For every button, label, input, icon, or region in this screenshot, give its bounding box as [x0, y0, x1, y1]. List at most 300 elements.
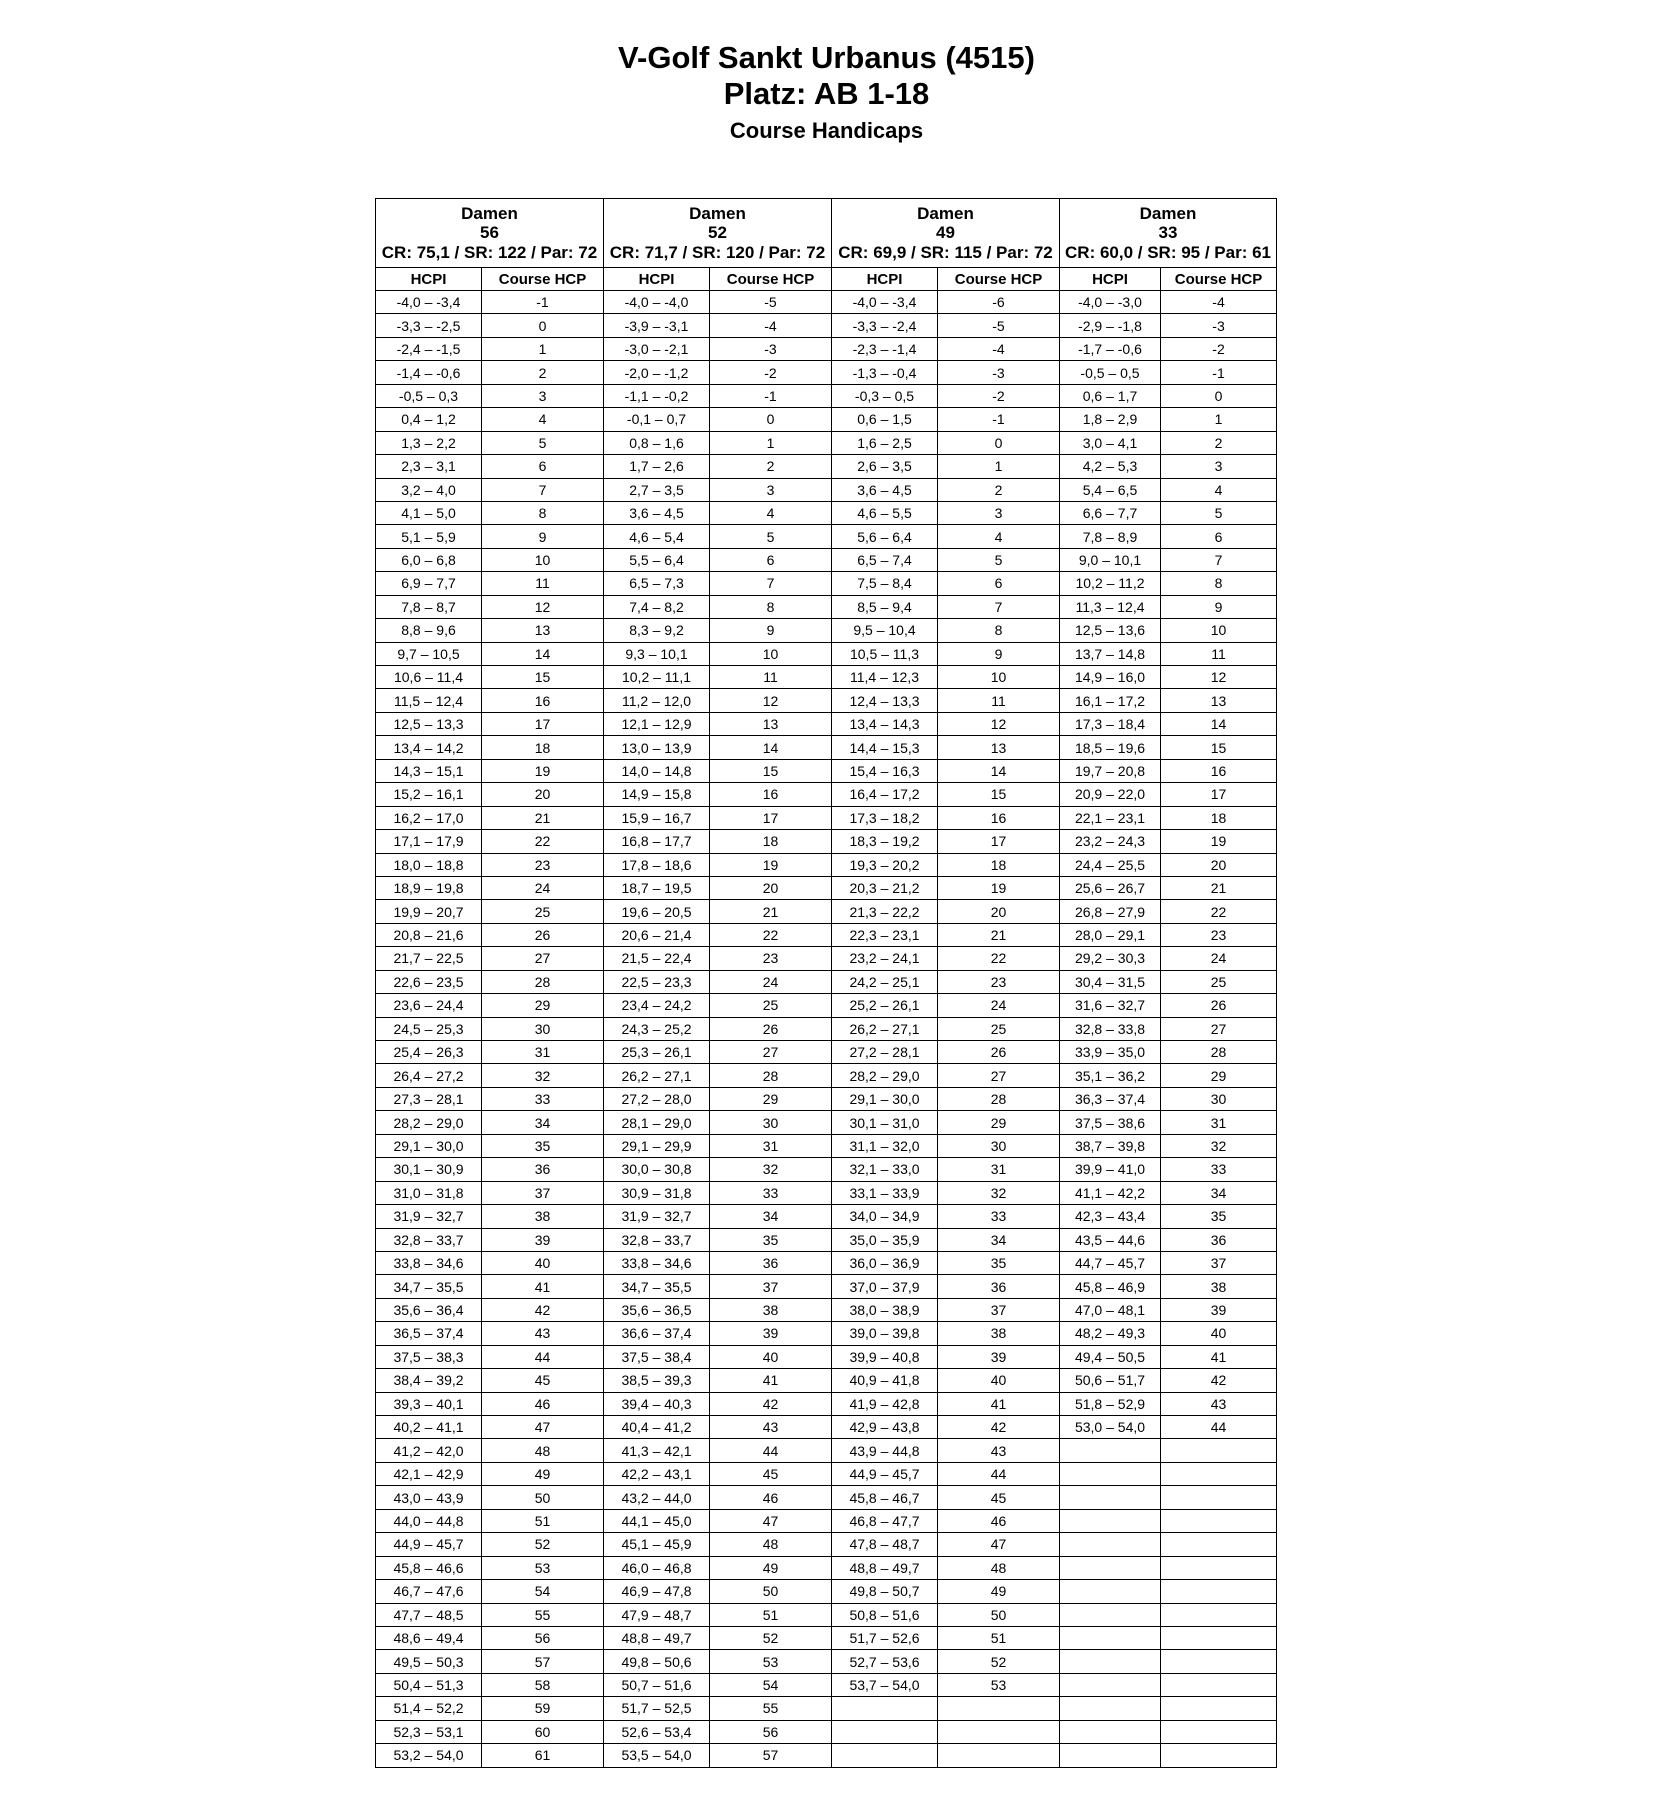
course-hcp-cell: 17 [482, 712, 604, 735]
course-hcp-cell: 32 [710, 1158, 832, 1181]
hcpi-range-cell: 45,1 – 45,9 [604, 1533, 710, 1556]
course-hcp-cell: 54 [482, 1580, 604, 1603]
course-hcp-cell: 2 [482, 361, 604, 384]
hcpi-range-cell: 31,9 – 32,7 [376, 1205, 482, 1228]
hcpi-range-cell: 9,7 – 10,5 [376, 642, 482, 665]
course-hcp-cell: 12 [482, 595, 604, 618]
course-hcp-cell: 40 [1161, 1322, 1277, 1345]
course-hcp-cell: 13 [710, 712, 832, 735]
course-hcp-cell: 42 [482, 1298, 604, 1321]
hcpi-range-cell: 12,4 – 13,3 [832, 689, 938, 712]
course-hcp-cell: 12 [938, 712, 1060, 735]
course-hcp-cell: 36 [710, 1251, 832, 1274]
course-hcp-cell: 17 [710, 806, 832, 829]
course-hcp-cell: 34 [1161, 1181, 1277, 1204]
course-hcp-cell: -1 [1161, 361, 1277, 384]
course-hcp-cell: 38 [482, 1205, 604, 1228]
hcpi-range-cell: 20,3 – 21,2 [832, 876, 938, 899]
course-hcp-cell: 46 [482, 1392, 604, 1415]
hcpi-range-cell [1060, 1720, 1161, 1743]
course-hcp-cell: 19 [938, 876, 1060, 899]
course-hcp-cell: 22 [938, 947, 1060, 970]
group-ratings: CR: 69,9 / SR: 115 / Par: 72 [838, 242, 1053, 262]
hcpi-range-cell: -2,3 – -1,4 [832, 337, 938, 360]
course-hcp-cell [1161, 1556, 1277, 1579]
course-hcp-cell: 26 [482, 923, 604, 946]
course-hcp-cell: 37 [482, 1181, 604, 1204]
course-hcp-cell: 25 [482, 900, 604, 923]
hcpi-range-cell: 3,0 – 4,1 [1060, 431, 1161, 454]
course-hcp-cell: 38 [938, 1322, 1060, 1345]
course-hcp-cell [1161, 1486, 1277, 1509]
course-hcp-cell: -2 [710, 361, 832, 384]
hcpi-range-cell: 39,3 – 40,1 [376, 1392, 482, 1415]
course-hcp-cell: 38 [710, 1298, 832, 1321]
hcpi-range-cell: 18,0 – 18,8 [376, 853, 482, 876]
course-hcp-cell: 33 [938, 1205, 1060, 1228]
course-hcp-cell: 50 [938, 1603, 1060, 1626]
hcpi-range-cell [1060, 1580, 1161, 1603]
course-hcp-cell [1161, 1650, 1277, 1673]
hcpi-range-cell: 40,2 – 41,1 [376, 1416, 482, 1439]
course-hcp-cell: 15 [1161, 736, 1277, 759]
hcpi-range-cell: 7,4 – 8,2 [604, 595, 710, 618]
table-row [376, 384, 1277, 407]
hcpi-range-cell: 6,6 – 7,7 [1060, 501, 1161, 524]
hcpi-range-cell: -3,0 – -2,1 [604, 337, 710, 360]
hcpi-range-cell: -1,3 – -0,4 [832, 361, 938, 384]
table-row [376, 1322, 1277, 1345]
course-hcp-cell: 9 [710, 619, 832, 642]
hcpi-range-cell: 17,1 – 17,9 [376, 830, 482, 853]
course-hcp-cell: 6 [482, 455, 604, 478]
course-hcp-cell: 21 [482, 806, 604, 829]
hcpi-range-cell: 27,3 – 28,1 [376, 1087, 482, 1110]
hcpi-range-cell: 49,4 – 50,5 [1060, 1345, 1161, 1368]
hcpi-range-cell: 46,7 – 47,6 [376, 1580, 482, 1603]
course-hcp-cell: 23 [482, 853, 604, 876]
course-hcp-cell: 16 [938, 806, 1060, 829]
hcpi-range-cell: 8,3 – 9,2 [604, 619, 710, 642]
course-hcp-cell: 12 [710, 689, 832, 712]
course-hcp-cell: 10 [938, 666, 1060, 689]
course-hcp-cell: 51 [482, 1509, 604, 1532]
course-hcp-cell: 35 [938, 1251, 1060, 1274]
course-hcp-cell: 30 [938, 1134, 1060, 1157]
hcpi-range-cell [832, 1744, 938, 1767]
course-hcp-cell: 61 [482, 1744, 604, 1767]
hcpi-range-cell: 0,4 – 1,2 [376, 408, 482, 431]
course-hcp-cell: 10 [482, 548, 604, 571]
group-label: Damen [461, 203, 518, 223]
hcpi-range-cell: 28,2 – 29,0 [376, 1111, 482, 1134]
table-row [376, 1626, 1277, 1649]
hcpi-range-cell: 14,9 – 15,8 [604, 783, 710, 806]
hcpi-range-cell: 35,1 – 36,2 [1060, 1064, 1161, 1087]
course-hcp-cell [1161, 1603, 1277, 1626]
course-hcp-cell: 49 [710, 1556, 832, 1579]
hcpi-range-cell: 24,2 – 25,1 [832, 970, 938, 993]
column-header-hcpi: HCPI [604, 268, 710, 291]
hcpi-range-cell: 10,6 – 11,4 [376, 666, 482, 689]
hcpi-range-cell: 9,0 – 10,1 [1060, 548, 1161, 571]
document-header [0, 40, 1653, 146]
hcpi-range-cell: 43,2 – 44,0 [604, 1486, 710, 1509]
hcpi-range-cell: 11,2 – 12,0 [604, 689, 710, 712]
table-row [376, 1017, 1277, 1040]
hcpi-range-cell: 51,7 – 52,6 [832, 1626, 938, 1649]
course-hcp-cell: 31 [482, 1041, 604, 1064]
course-hcp-cell: -3 [1161, 314, 1277, 337]
hcpi-range-cell: 25,2 – 26,1 [832, 994, 938, 1017]
course-hcp-cell: 20 [938, 900, 1060, 923]
course-hcp-cell: 3 [938, 501, 1060, 524]
group-header-row [376, 199, 1277, 268]
course-hcp-cell: 53 [482, 1556, 604, 1579]
course-hcp-cell: 42 [938, 1416, 1060, 1439]
course-hcp-cell: 44 [1161, 1416, 1277, 1439]
course-hcp-cell: 40 [710, 1345, 832, 1368]
hcpi-range-cell: 41,9 – 42,8 [832, 1392, 938, 1415]
table-row [376, 1439, 1277, 1462]
course-hcp-cell: 14 [710, 736, 832, 759]
course-hcp-cell: 38 [1161, 1275, 1277, 1298]
course-hcp-cell: 11 [1161, 642, 1277, 665]
course-hcp-cell: 43 [1161, 1392, 1277, 1415]
course-hcp-cell: -1 [938, 408, 1060, 431]
course-hcp-cell: 3 [482, 384, 604, 407]
course-hcp-cell [1161, 1697, 1277, 1720]
course-hcp-cell: 54 [710, 1673, 832, 1696]
course-hcp-cell: 48 [710, 1533, 832, 1556]
table-row [376, 1111, 1277, 1134]
hcpi-range-cell: 5,4 – 6,5 [1060, 478, 1161, 501]
hcpi-range-cell: 8,5 – 9,4 [832, 595, 938, 618]
hcpi-range-cell: 43,0 – 43,9 [376, 1486, 482, 1509]
table-row [376, 666, 1277, 689]
course-hcp-cell: 15 [938, 783, 1060, 806]
table-row [376, 361, 1277, 384]
hcpi-range-cell: 3,6 – 4,5 [832, 478, 938, 501]
table-row [376, 1087, 1277, 1110]
hcpi-range-cell: 25,6 – 26,7 [1060, 876, 1161, 899]
course-hcp-cell: 25 [938, 1017, 1060, 1040]
course-hcp-cell: 13 [1161, 689, 1277, 712]
course-hcp-cell: 27 [710, 1041, 832, 1064]
course-hcp-cell: 35 [1161, 1205, 1277, 1228]
course-hcp-cell [1161, 1509, 1277, 1532]
course-hcp-cell: 30 [1161, 1087, 1277, 1110]
course-hcp-cell: 53 [938, 1673, 1060, 1696]
course-hcp-cell: 56 [710, 1720, 832, 1743]
hcpi-range-cell: 16,4 – 17,2 [832, 783, 938, 806]
hcpi-range-cell: 53,0 – 54,0 [1060, 1416, 1161, 1439]
hcpi-range-cell: -3,3 – -2,5 [376, 314, 482, 337]
course-hcp-cell: 7 [1161, 548, 1277, 571]
course-hcp-cell: 41 [710, 1369, 832, 1392]
hcpi-range-cell: 36,5 – 37,4 [376, 1322, 482, 1345]
hcpi-range-cell: 36,3 – 37,4 [1060, 1087, 1161, 1110]
course-hcp-cell: 55 [710, 1697, 832, 1720]
hcpi-range-cell: 2,3 – 3,1 [376, 455, 482, 478]
hcpi-range-cell: -0,5 – 0,5 [1060, 361, 1161, 384]
table-row [376, 337, 1277, 360]
course-hcp-cell: 31 [710, 1134, 832, 1157]
hcpi-range-cell: 10,2 – 11,1 [604, 666, 710, 689]
course-hcp-cell: 31 [1161, 1111, 1277, 1134]
hcpi-range-cell: 19,3 – 20,2 [832, 853, 938, 876]
hcpi-range-cell [832, 1697, 938, 1720]
table-row [376, 736, 1277, 759]
course-hcp-cell: 5 [938, 548, 1060, 571]
hcpi-range-cell: 35,6 – 36,5 [604, 1298, 710, 1321]
course-hcp-cell: -3 [938, 361, 1060, 384]
course-hcp-cell: 36 [938, 1275, 1060, 1298]
table-row [376, 1275, 1277, 1298]
course-hcp-cell: 20 [482, 783, 604, 806]
hcpi-range-cell: 44,7 – 45,7 [1060, 1251, 1161, 1274]
table-row [376, 595, 1277, 618]
course-hcp-cell: 58 [482, 1673, 604, 1696]
column-header-course-hcp: Course HCP [1161, 268, 1277, 291]
course-hcp-cell [1161, 1462, 1277, 1485]
course-hcp-cell: 44 [938, 1462, 1060, 1485]
hcpi-range-cell: 41,3 – 42,1 [604, 1439, 710, 1462]
hcpi-range-cell: 8,8 – 9,6 [376, 619, 482, 642]
table-row [376, 431, 1277, 454]
hcpi-range-cell [1060, 1462, 1161, 1485]
hcpi-range-cell: 29,1 – 29,9 [604, 1134, 710, 1157]
course-hcp-cell: 1 [710, 431, 832, 454]
course-hcp-cell: 27 [938, 1064, 1060, 1087]
hcpi-range-cell: 49,8 – 50,6 [604, 1650, 710, 1673]
hcpi-range-cell: 13,4 – 14,3 [832, 712, 938, 735]
hcpi-range-cell: 38,7 – 39,8 [1060, 1134, 1161, 1157]
hcpi-range-cell: 23,2 – 24,1 [832, 947, 938, 970]
table-row [376, 830, 1277, 853]
hcpi-range-cell: 49,5 – 50,3 [376, 1650, 482, 1673]
hcpi-range-cell: 28,0 – 29,1 [1060, 923, 1161, 946]
hcpi-range-cell [832, 1720, 938, 1743]
hcpi-range-cell: 16,1 – 17,2 [1060, 689, 1161, 712]
hcpi-range-cell: 10,5 – 11,3 [832, 642, 938, 665]
hcpi-range-cell [1060, 1533, 1161, 1556]
course-hcp-cell: 0 [1161, 384, 1277, 407]
hcpi-range-cell: 6,0 – 6,8 [376, 548, 482, 571]
hcpi-range-cell: 15,4 – 16,3 [832, 759, 938, 782]
hcpi-range-cell: 14,9 – 16,0 [1060, 666, 1161, 689]
course-hcp-cell: 37 [938, 1298, 1060, 1321]
course-hcp-cell: 35 [710, 1228, 832, 1251]
course-hcp-cell: 37 [1161, 1251, 1277, 1274]
table-row [376, 1345, 1277, 1368]
hcpi-range-cell: 50,4 – 51,3 [376, 1673, 482, 1696]
hcpi-range-cell: 34,7 – 35,5 [376, 1275, 482, 1298]
course-hcp-cell: 50 [710, 1580, 832, 1603]
hcpi-range-cell: 12,1 – 12,9 [604, 712, 710, 735]
course-hcp-cell: -5 [938, 314, 1060, 337]
course-hcp-cell: 33 [1161, 1158, 1277, 1181]
table-row [376, 1041, 1277, 1064]
course-hcp-cell: 2 [938, 478, 1060, 501]
course-hcp-cell: 4 [482, 408, 604, 431]
hcpi-range-cell: 45,8 – 46,9 [1060, 1275, 1161, 1298]
table-row [376, 1486, 1277, 1509]
hcpi-range-cell: 2,6 – 3,5 [832, 455, 938, 478]
group-tee: 52 [708, 223, 727, 243]
hcpi-range-cell: 16,8 – 17,7 [604, 830, 710, 853]
course-hcp-cell: 19 [482, 759, 604, 782]
course-handicap-table [375, 198, 1277, 1768]
course-hcp-cell: 13 [938, 736, 1060, 759]
hcpi-range-cell: 38,5 – 39,3 [604, 1369, 710, 1392]
course-hcp-cell: 34 [482, 1111, 604, 1134]
course-hcp-cell: 17 [938, 830, 1060, 853]
table-row [376, 806, 1277, 829]
hcpi-range-cell: 22,1 – 23,1 [1060, 806, 1161, 829]
course-hcp-cell: 42 [1161, 1369, 1277, 1392]
course-hcp-cell: 34 [938, 1228, 1060, 1251]
course-hcp-cell: 24 [938, 994, 1060, 1017]
hcpi-range-cell: 6,9 – 7,7 [376, 572, 482, 595]
hcpi-range-cell: 52,6 – 53,4 [604, 1720, 710, 1743]
hcpi-range-cell [1060, 1626, 1161, 1649]
course-hcp-cell: 45 [482, 1369, 604, 1392]
hcpi-range-cell: -1,4 – -0,6 [376, 361, 482, 384]
course-hcp-cell: 39 [710, 1322, 832, 1345]
hcpi-range-cell: 39,9 – 40,8 [832, 1345, 938, 1368]
table-row [376, 1744, 1277, 1767]
course-hcp-cell: 20 [710, 876, 832, 899]
table-row [376, 1556, 1277, 1579]
hcpi-range-cell: 45,8 – 46,6 [376, 1556, 482, 1579]
hcpi-range-cell: 19,6 – 20,5 [604, 900, 710, 923]
course-hcp-cell: 18 [1161, 806, 1277, 829]
hcpi-range-cell: 51,8 – 52,9 [1060, 1392, 1161, 1415]
course-hcp-cell: 0 [938, 431, 1060, 454]
course-hcp-cell: 24 [482, 876, 604, 899]
hcpi-range-cell: 52,7 – 53,6 [832, 1650, 938, 1673]
hcpi-range-cell: 36,6 – 37,4 [604, 1322, 710, 1345]
group-label: Damen [917, 203, 974, 223]
course-hcp-cell: 31 [938, 1158, 1060, 1181]
hcpi-range-cell: 50,7 – 51,6 [604, 1673, 710, 1696]
hcpi-range-cell: 30,0 – 30,8 [604, 1158, 710, 1181]
hcpi-range-cell: 0,6 – 1,7 [1060, 384, 1161, 407]
course-hcp-cell: 4 [710, 501, 832, 524]
hcpi-range-cell: 47,7 – 48,5 [376, 1603, 482, 1626]
hcpi-range-cell: 29,1 – 30,0 [376, 1134, 482, 1157]
hcpi-range-cell: -4,0 – -3,4 [376, 291, 482, 314]
hcpi-range-cell: 46,8 – 47,7 [832, 1509, 938, 1532]
hcpi-range-cell: 37,5 – 38,4 [604, 1345, 710, 1368]
hcpi-range-cell: 40,4 – 41,2 [604, 1416, 710, 1439]
table-row [376, 1158, 1277, 1181]
course-hcp-cell: 40 [938, 1369, 1060, 1392]
course-hcp-cell: 57 [482, 1650, 604, 1673]
hcpi-range-cell: 18,7 – 19,5 [604, 876, 710, 899]
hcpi-range-cell: 22,6 – 23,5 [376, 970, 482, 993]
hcpi-range-cell: 12,5 – 13,6 [1060, 619, 1161, 642]
course-hcp-cell: -1 [710, 384, 832, 407]
course-hcp-cell: 5 [1161, 501, 1277, 524]
course-hcp-cell: 1 [482, 337, 604, 360]
hcpi-range-cell: 41,2 – 42,0 [376, 1439, 482, 1462]
course-hcp-cell: 43 [710, 1416, 832, 1439]
course-hcp-cell: 33 [710, 1181, 832, 1204]
table-row [376, 501, 1277, 524]
course-hcp-cell: 30 [710, 1111, 832, 1134]
course-hcp-cell: 44 [710, 1439, 832, 1462]
course-hcp-cell: 18 [938, 853, 1060, 876]
hcpi-range-cell: 32,8 – 33,8 [1060, 1017, 1161, 1040]
course-hcp-cell: 7 [710, 572, 832, 595]
table-row [376, 853, 1277, 876]
course-hcp-cell: 11 [482, 572, 604, 595]
course-subtitle: Platz: AB 1-18 [723, 76, 930, 111]
course-hcp-cell: 51 [938, 1626, 1060, 1649]
hcpi-range-cell: 48,2 – 49,3 [1060, 1322, 1161, 1345]
hcpi-range-cell: 22,5 – 23,3 [604, 970, 710, 993]
hcpi-range-cell: 42,2 – 43,1 [604, 1462, 710, 1485]
course-hcp-cell: 39 [1161, 1298, 1277, 1321]
hcpi-range-cell: 37,0 – 37,9 [832, 1275, 938, 1298]
hcpi-range-cell: 39,9 – 41,0 [1060, 1158, 1161, 1181]
hcpi-range-cell: 9,3 – 10,1 [604, 642, 710, 665]
table-row [376, 1064, 1277, 1087]
group-label: Damen [1139, 203, 1197, 223]
course-hcp-cell: 26 [1161, 994, 1277, 1017]
hcpi-range-cell: 3,6 – 4,5 [604, 501, 710, 524]
hcpi-range-cell: 50,8 – 51,6 [832, 1603, 938, 1626]
hcpi-range-cell: 19,9 – 20,7 [376, 900, 482, 923]
hcpi-range-cell: 13,0 – 13,9 [604, 736, 710, 759]
course-hcp-cell: 37 [710, 1275, 832, 1298]
course-hcp-cell: 29 [482, 994, 604, 1017]
course-hcp-cell: 5 [710, 525, 832, 548]
course-hcp-cell: 48 [938, 1556, 1060, 1579]
course-hcp-cell: 1 [1161, 408, 1277, 431]
course-hcp-cell: 8 [710, 595, 832, 618]
hcpi-range-cell: 26,4 – 27,2 [376, 1064, 482, 1087]
course-hcp-cell: -5 [710, 291, 832, 314]
course-hcp-cell: 22 [710, 923, 832, 946]
hcpi-range-cell: 27,2 – 28,0 [604, 1087, 710, 1110]
course-hcp-cell: -4 [1161, 291, 1277, 314]
course-hcp-cell: 59 [482, 1697, 604, 1720]
hcpi-range-cell: 39,4 – 40,3 [604, 1392, 710, 1415]
table-row [376, 1392, 1277, 1415]
hcpi-range-cell: 19,7 – 20,8 [1060, 759, 1161, 782]
course-hcp-cell: 4 [1161, 478, 1277, 501]
hcpi-range-cell: 0,6 – 1,5 [832, 408, 938, 431]
course-hcp-cell: 45 [938, 1486, 1060, 1509]
course-hcp-cell: 16 [482, 689, 604, 712]
hcpi-range-cell: 34,0 – 34,9 [832, 1205, 938, 1228]
table-row [376, 455, 1277, 478]
hcpi-range-cell: 45,8 – 46,7 [832, 1486, 938, 1509]
course-hcp-cell: 8 [938, 619, 1060, 642]
course-hcp-cell: 24 [710, 970, 832, 993]
course-hcp-cell: -1 [482, 291, 604, 314]
hcpi-range-cell: 28,2 – 29,0 [832, 1064, 938, 1087]
course-hcp-cell: 21 [1161, 876, 1277, 899]
course-hcp-cell: 6 [938, 572, 1060, 595]
course-hcp-cell: 52 [710, 1626, 832, 1649]
course-hcp-cell: -4 [710, 314, 832, 337]
course-hcp-cell: 32 [1161, 1134, 1277, 1157]
course-hcp-cell: 6 [710, 548, 832, 571]
